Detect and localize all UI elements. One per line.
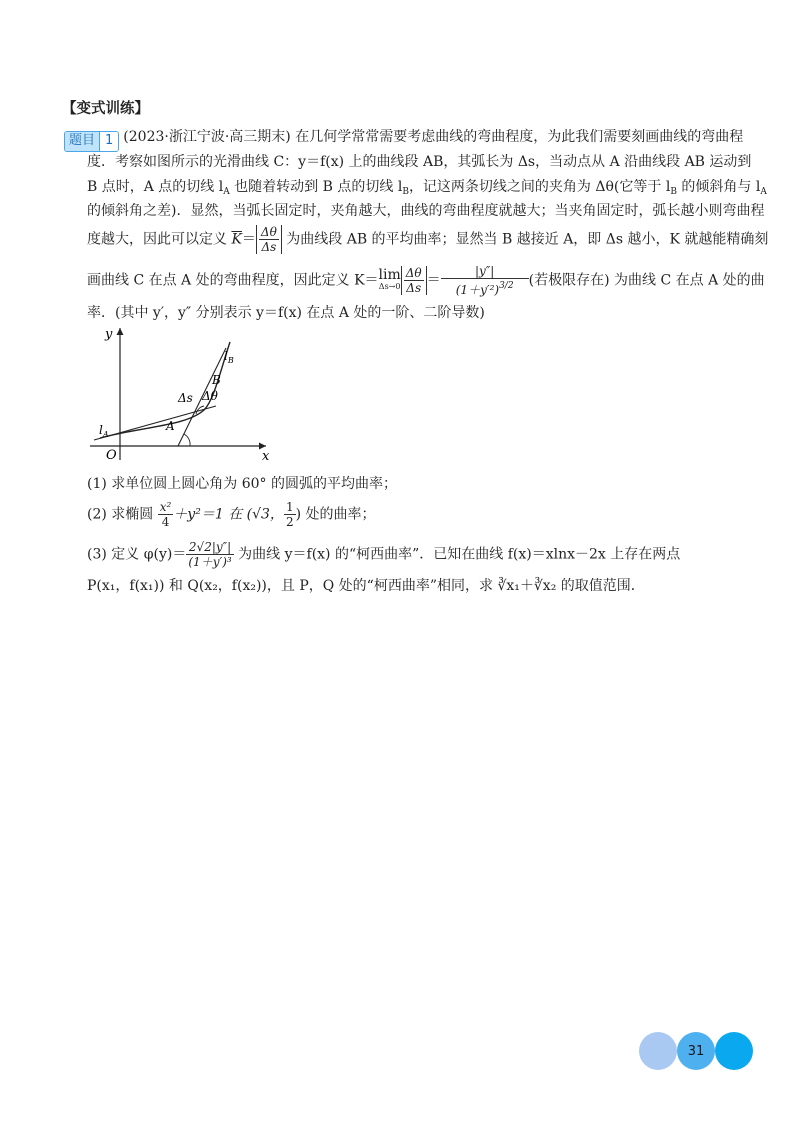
frac-num: x² — [159, 500, 172, 514]
point-a-label: A — [166, 419, 175, 433]
problem-source: (2023·浙江宁波·高三期末) — [123, 129, 291, 145]
question-3 — [87, 540, 680, 569]
la-label: $l_A$ — [99, 423, 109, 439]
question-text: (2) 求椭圆 — [87, 506, 158, 523]
cauchy-frac — [186, 540, 233, 569]
subscript: B — [402, 187, 409, 197]
limit — [378, 266, 401, 293]
lim-sub: Δs→0 — [378, 281, 401, 291]
problem-text: ，记这两条切线之间的夹角为 Δθ(它等于 l — [408, 179, 671, 195]
question-1 — [87, 473, 397, 493]
tangent-la — [94, 406, 216, 440]
frac-num: 1 — [285, 500, 294, 514]
question-text: (1) 求单位圆上圆心角为 60° 的圆弧的平均曲率； — [87, 476, 397, 492]
curv-exp: 3/2 — [499, 281, 514, 291]
page-bubble-right — [715, 1032, 753, 1070]
frac-num: 2√2|y″| — [186, 540, 233, 555]
problem-text: 度越大，因此可以定义 — [87, 231, 232, 248]
question-text: 为曲线 y＝f(x) 的“柯西曲率”．已知在曲线 f(x)＝xlnx－2x 上存在两点 — [233, 546, 681, 563]
half-frac — [284, 500, 296, 529]
k-bar: $\overline{K}$ — [231, 231, 242, 248]
subscript: A — [223, 187, 230, 197]
problem-text: 也随着转动到 B 点的切线 l — [229, 179, 403, 195]
question-text: P(x₁，f(x₁)) 和 Q(x₂，f(x₂))，且 P，Q 处的“柯西曲率”相同，求 ∛x₁＋∛x₂ 的取值范围． — [87, 578, 645, 594]
frac-num: |y″| — [441, 264, 529, 279]
problem-tag-label: 题目 — [65, 132, 99, 151]
problem-text: 度．考察如图所示的光滑曲线 C：y＝f(x) 上的曲线段 AB，其弧长为 Δs，当动点从 A 沿曲线段 AB 运动到 — [87, 154, 752, 170]
frac-num: Δθ — [405, 266, 422, 280]
point-b-label: B — [212, 373, 221, 387]
angle-arc — [184, 434, 190, 446]
origin-label: O — [106, 448, 117, 463]
lb-label: $l_B$ — [224, 349, 234, 365]
page-number-badge — [639, 1032, 753, 1070]
problem-text: 画曲线 C 在点 A 处的弯曲程度，因此定义 K＝ — [87, 272, 379, 289]
curv-den: (1＋y′²) — [455, 283, 500, 297]
problem-line-4 — [87, 198, 764, 224]
avg-curvature-abs — [256, 225, 282, 254]
question-text: ) 处的曲率； — [295, 506, 376, 523]
problem-text: 的倾斜角之差)．显然，当弧长固定时，夹角越大，曲线的弯曲程度就越大；当夹角固定时，弧长越小则弯曲程 — [87, 203, 765, 219]
question-3-cont — [87, 575, 645, 595]
problem-line-2 — [87, 149, 751, 175]
x-axis-label: x — [262, 449, 270, 464]
limit-abs — [401, 266, 427, 295]
problem-text: 率．(其中 y′，y″ 分别表示 y＝f(x) 在点 A 处的一阶、二阶导数) — [87, 305, 485, 321]
subscript: B — [670, 187, 677, 197]
frac-den — [441, 279, 529, 297]
page-number: 31 — [677, 1032, 715, 1070]
problem-text: 为曲线段 AB 的平均曲率；显然当 B 越接近 A，即 Δs 越小，K 就越能精确刻 — [281, 231, 769, 248]
page-bubble-left — [639, 1032, 677, 1070]
equals: ＝ — [241, 231, 256, 248]
curvature-formula — [441, 264, 529, 297]
problem-text: (若极限存在) 为曲线 C 在点 A 处的曲 — [528, 272, 765, 289]
equals: ＝ — [426, 272, 441, 289]
section-title: 【变式训练】 — [62, 101, 149, 117]
problem-line-5 — [87, 225, 768, 254]
problem-tag-number: 1 — [99, 132, 118, 151]
frac-den: 2 — [285, 515, 294, 529]
problem-text: 的倾斜角与 l — [676, 179, 761, 195]
frac-den: 4 — [161, 515, 170, 529]
subscript: A — [760, 187, 767, 197]
problem-line-6 — [87, 264, 765, 297]
question-2 — [87, 500, 376, 529]
problem-line-1 — [64, 124, 743, 152]
question-text: ＋y²＝1 在 (√3， — [173, 506, 284, 523]
ds-label: Δs — [178, 391, 193, 405]
frac-den: Δs — [261, 240, 277, 254]
frac-num: Δθ — [260, 225, 277, 239]
problem-text: B 点时，A 点的切线 l — [87, 179, 224, 195]
curve-figure — [86, 322, 276, 467]
frac-den: Δs — [406, 281, 422, 295]
y-axis-label: y — [105, 327, 113, 342]
lim-text: lim — [378, 266, 401, 283]
question-text: (3) 定义 φ(y)＝ — [87, 546, 187, 563]
ellipse-frac — [158, 500, 174, 529]
problem-text: 在几何学常常需要考虑曲线的弯曲程度，为此我们需要刻画曲线的弯曲程 — [290, 129, 744, 145]
dtheta-label: Δθ — [202, 389, 218, 403]
frac-den: (1＋y′)³ — [188, 555, 232, 569]
